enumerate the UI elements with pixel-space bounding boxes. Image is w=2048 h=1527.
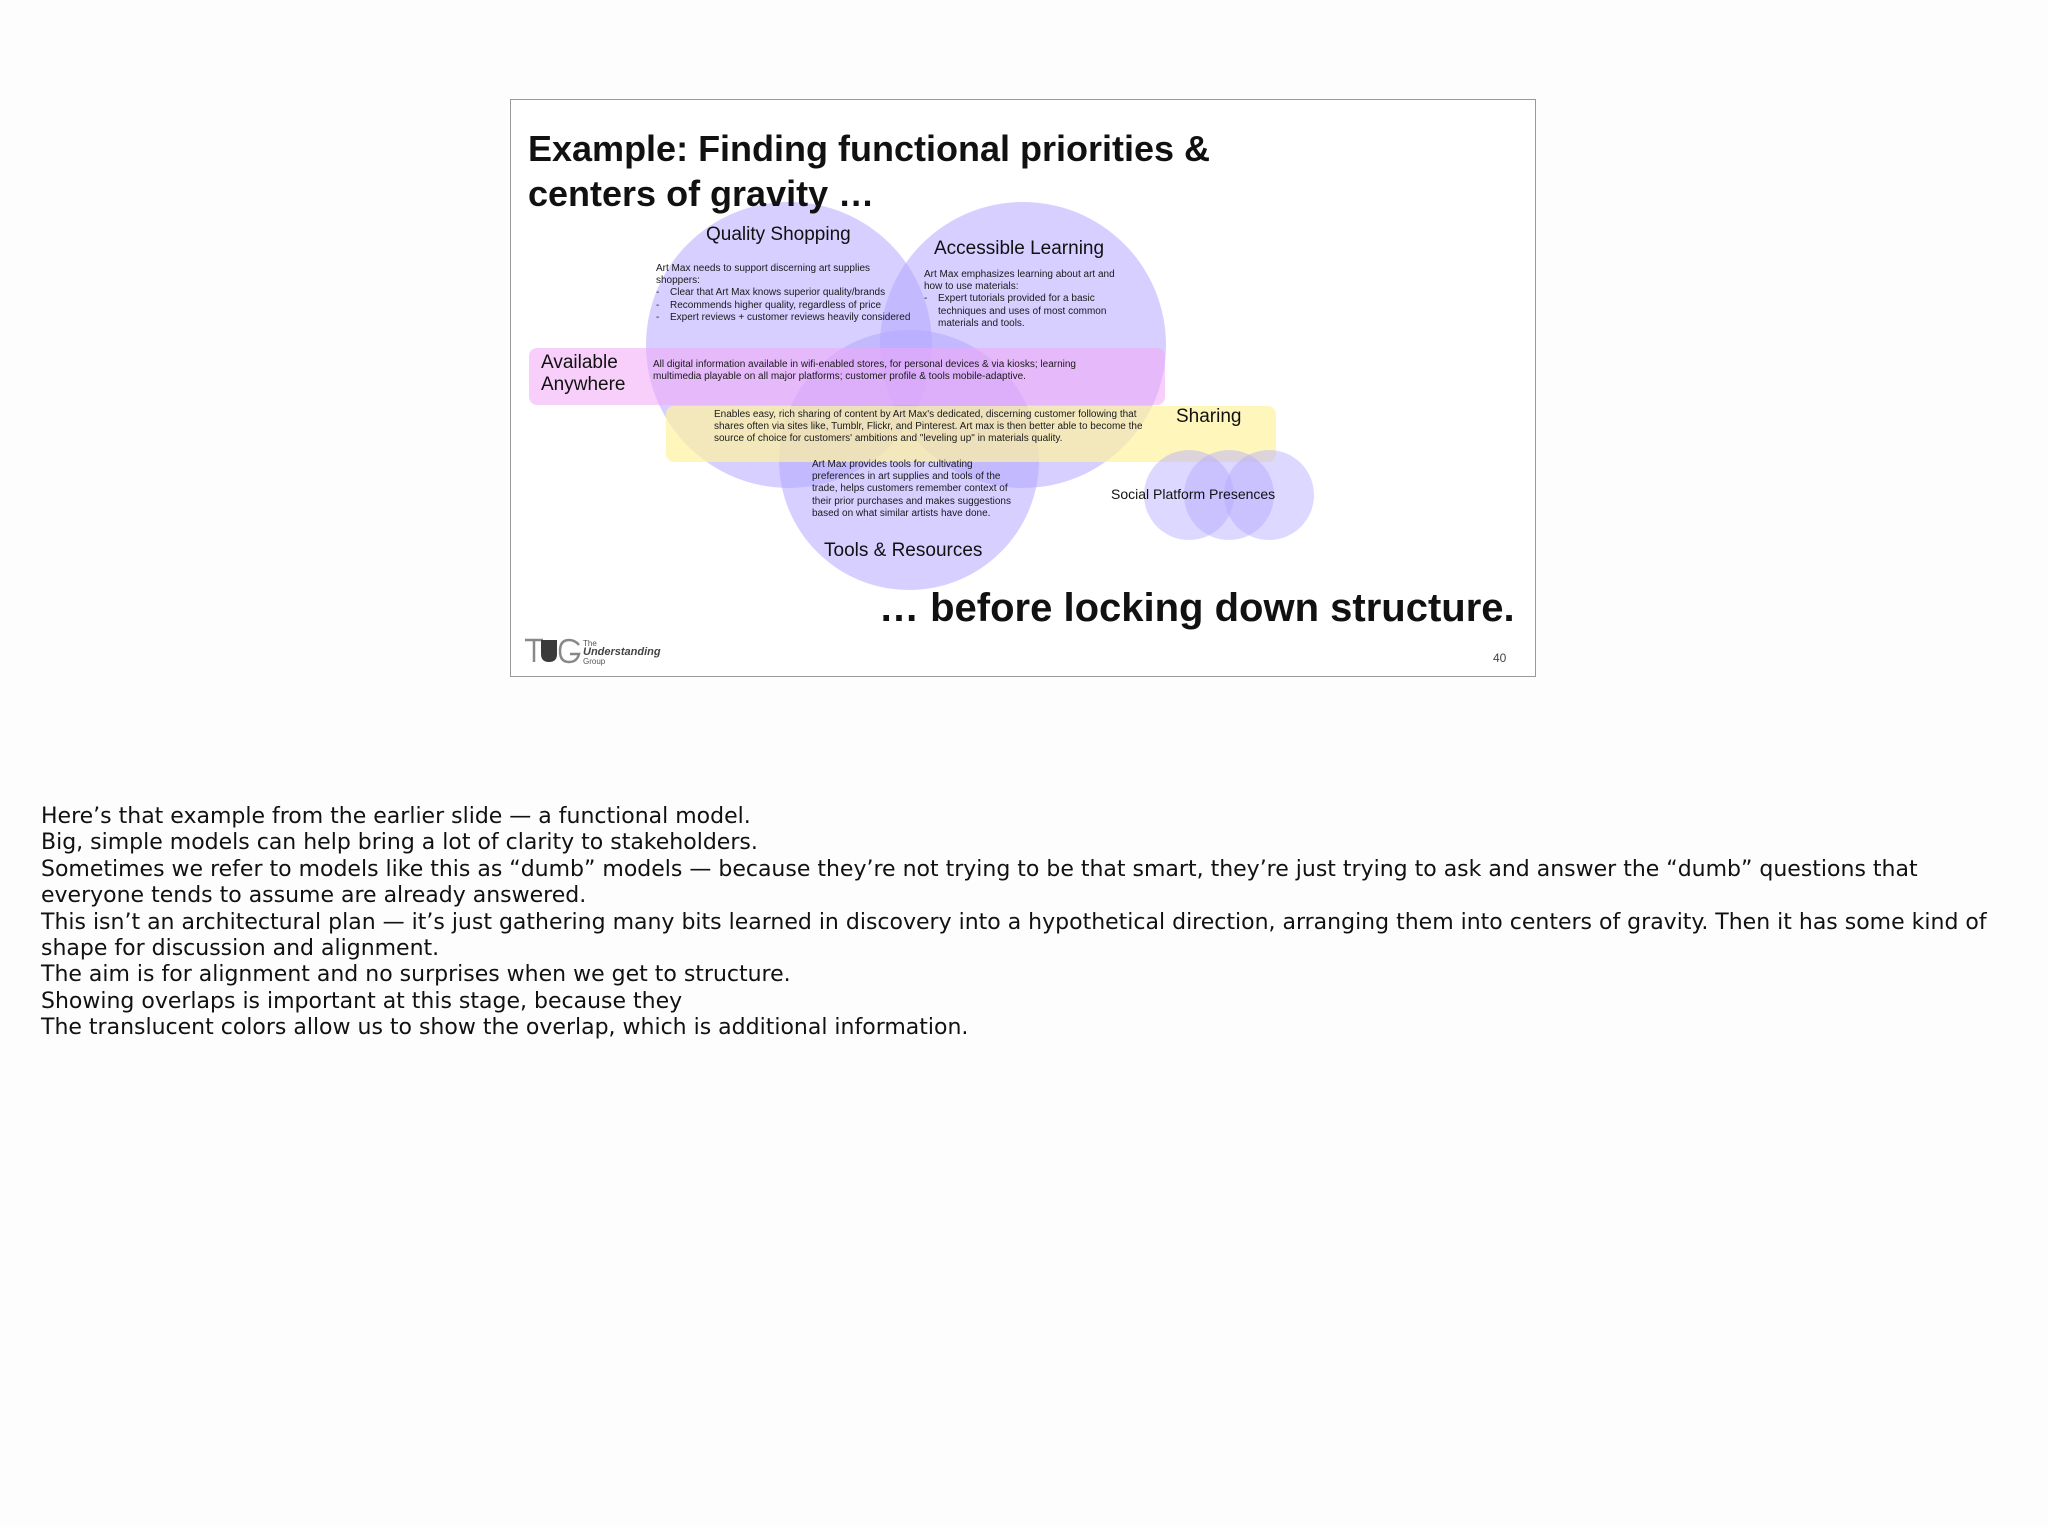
slide [510, 99, 1536, 677]
note-line: This isn’t an architectural plan — it’s just gathering many bits learned in discovery into a hypothetical direction, arranging them into centers of gravity. Then it has some kind of shape for discussion and alignment. [41, 909, 1987, 962]
note-line: Sometimes we refer to models like this as “dumb” models — because they’re not trying to be that smart, they’re just trying to ask and answer the “dumb” questions that everyone tends to assume are already answered. [41, 856, 1918, 909]
speaker-notes [41, 804, 2016, 1042]
logo-line2: Understanding [583, 646, 661, 658]
available-anywhere-label [541, 352, 626, 396]
note-line: The aim is for alignment and no surprises when we get to structure. [41, 962, 791, 988]
quality-shopping-label: Quality Shopping [706, 224, 851, 245]
social-platform-label: Social Platform Presences [1111, 486, 1276, 502]
note-line: Showing overlaps is important at this stage, because they [41, 988, 683, 1014]
closing-statement: … before locking down structure. [879, 586, 1515, 630]
note-line: Here’s that example from the earlier slide — a functional model. [41, 804, 751, 829]
available-anywhere-text: All digital information available in wifi-enabled stores, for personal devices & via kiosks; learning multimedia playable on all major platforms; customer profile & tools mobile-adaptive. [653, 359, 1076, 383]
page-number: 40 [1493, 651, 1507, 665]
accessible-learning-label: Accessible Learning [934, 238, 1105, 259]
tools-resources-text: Art Max provides tools for cultivating preferences in art supplies and tools of the trade, helps customers remember context of their prior purchases and makes suggestions based on what similar artists have done. [812, 459, 1011, 519]
accessible-learning-bullet: - Expert tutorials provided for a basic techniques and uses of most common materials and tools. [924, 293, 1134, 330]
slide-title-line2: centers of gravity … [528, 173, 875, 214]
note-line: The translucent colors allow us to show the overlap, which is additional information. [41, 1015, 969, 1041]
quality-shopping-intro: Art Max needs to support discerning art supplies shoppers: [656, 263, 870, 287]
slide-title-line1: Example: Finding functional priorities & [528, 128, 1211, 169]
note-line: Big, simple models can help bring a lot of clarity to stakeholders. [41, 830, 758, 856]
quality-shopping-bullet: - Recommends higher quality, regardless of price [656, 300, 911, 312]
accessible-learning-bullets [924, 293, 1134, 330]
logo-line1: The [583, 639, 597, 648]
sharing-text: Enables easy, rich sharing of content by Art Max's dedicated, discerning customer following that shares often via sites like, Tumblr, Flickr, and Pinterest. Art max is then better able to become the source of choice for customers' ambitions and "leveling up" in materials quality. [714, 409, 1143, 445]
accessible-learning-intro: Art Max emphasizes learning about art and how to use materials: [924, 269, 1115, 293]
understanding-group-logo-icon [523, 636, 585, 666]
tools-resources-label: Tools & Resources [824, 540, 983, 561]
quality-shopping-bullet: - Clear that Art Max knows superior quality/brands [656, 287, 911, 299]
available-anywhere-label-line2: Anywhere [541, 374, 626, 395]
sharing-label: Sharing [1176, 406, 1242, 427]
quality-shopping-bullet: - Expert reviews + customer reviews heavily considered [656, 312, 911, 324]
logo-line3: Group [583, 657, 606, 666]
quality-shopping-text [656, 263, 911, 324]
quality-shopping-bullets [656, 287, 911, 324]
available-anywhere-label-line1: Available [541, 352, 618, 373]
logo-wordmark [583, 639, 661, 666]
slide-title [528, 126, 1210, 216]
accessible-learning-text [924, 269, 1134, 330]
